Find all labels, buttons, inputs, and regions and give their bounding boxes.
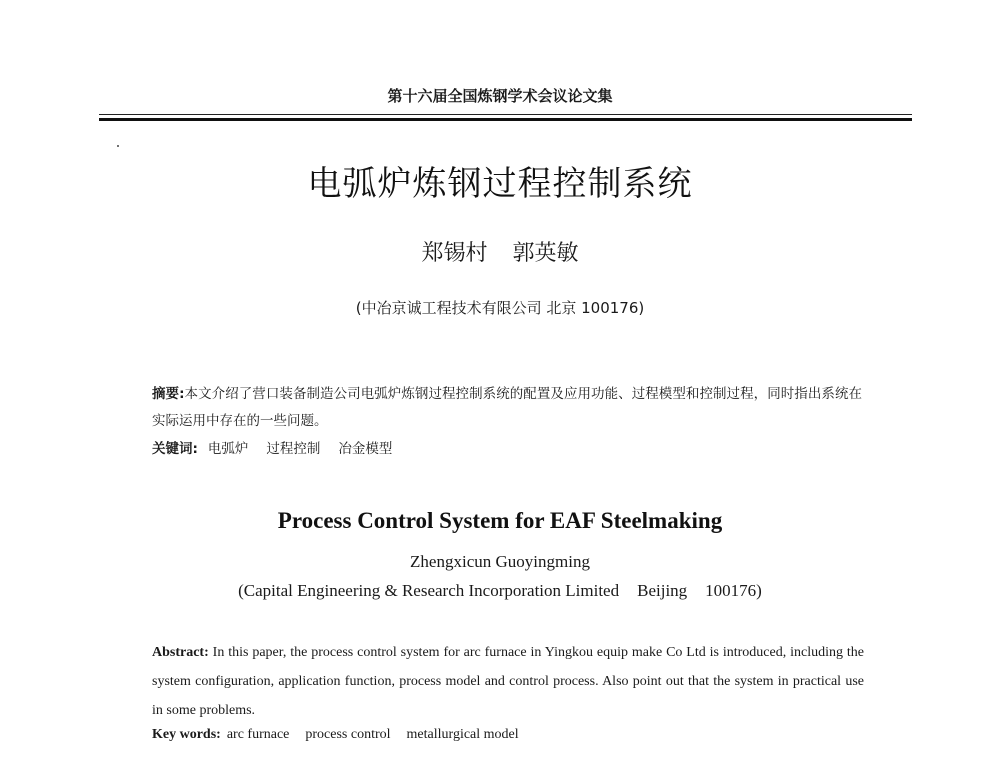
abstract-zh-text: 本文介绍了营口装备制造公司电弧炉炼钢过程控制系统的配置及应用功能、过程模型和控制过程，同时指出系统在实际运用中存在的一些问题。: [152, 386, 862, 429]
header-rule-thin: [99, 114, 912, 115]
paper-title-zh: 电弧炉炼钢过程控制系统: [307, 164, 693, 204]
abstract-en: [152, 638, 864, 725]
abstract-zh: [152, 381, 862, 435]
affiliation-en-code: 100176): [705, 581, 762, 600]
abstract-zh-label: 摘要:: [152, 386, 185, 402]
keyword-en: process control: [305, 727, 391, 742]
affiliation-en: [0, 581, 1000, 601]
keywords-zh: [152, 437, 862, 457]
affiliation-en-org: (Capital Engineering & Research Incorporation Limited: [238, 581, 620, 600]
keywords-en-label: Key words:: [152, 727, 221, 742]
scan-speck: [117, 145, 119, 147]
keyword-zh: 过程控制: [266, 441, 321, 457]
keyword-zh: 电弧炉: [207, 441, 249, 457]
paper-title-en: Process Control System for EAF Steelmaking: [277, 508, 723, 533]
authors-zh: 郑锡村 郭英敏: [421, 241, 579, 266]
abstract-en-label: Abstract:: [152, 645, 209, 660]
header-rule-thick: [99, 118, 912, 121]
abstract-en-text: In this paper, the process control system for arc furnace in Yingkou equip make Co Ltd is introduced, including the system configuration, application function, process model and control process. Also point out that the system in practical use in some problems.: [152, 645, 864, 718]
running-head: 第十六届全国炼钢学术会议论文集: [387, 87, 613, 105]
keywords-en: [152, 727, 864, 743]
affiliation-en-city: Beijing: [637, 581, 688, 600]
authors-en: Zhengxicun Guoyingming: [410, 552, 590, 571]
affiliation-zh: (中冶京诚工程技术有限公司 北京 100176): [355, 299, 645, 317]
keywords-zh-label: 关键词:: [152, 441, 198, 457]
keyword-en: arc furnace: [226, 727, 290, 742]
keyword-zh: 冶金模型: [338, 441, 393, 457]
keyword-en: metallurgical model: [406, 727, 519, 742]
